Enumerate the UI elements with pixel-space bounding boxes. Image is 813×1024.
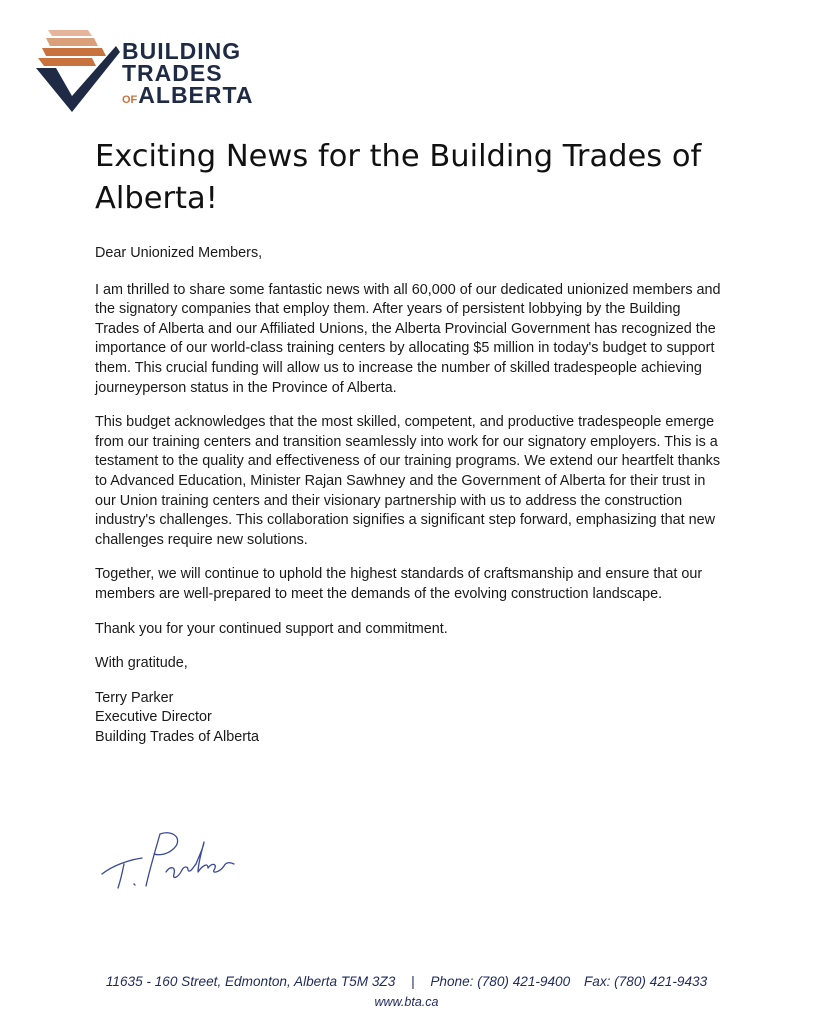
- logo-line-alberta: [122, 84, 253, 111]
- signer-organization: Building Trades of Alberta: [95, 728, 259, 745]
- paragraph-1: I am thrilled to share some fantastic news with all 60,000 of our dedicated unionized members and the signatory companies that employ them. After years of persistent lobbying by the Building Trades of Alberta and our Affiliated Unions, the Alberta Provincial Government has recognized the importance of our world-class training centers by allocating $5 million in today's budget to support them. This crucial funding will allow us to increase the number of skilled tradespeople achieving journeyperson status in the Province of Alberta.: [95, 281, 721, 396]
- logo-wordmark: [122, 40, 253, 111]
- closing: With gratitude,: [95, 655, 188, 672]
- organization-logo: [36, 28, 266, 118]
- footer-contact-line: [0, 974, 813, 989]
- footer-address: 11635 - 160 Street, Edmonton, Alberta T5M 3Z3: [105, 974, 396, 989]
- footer-website[interactable]: www.bta.ca: [374, 995, 439, 1009]
- signer-name: Terry Parker: [95, 689, 174, 706]
- logo-line-alberta-text: ALBERTA: [138, 82, 254, 108]
- salutation: Dear Unionized Members,: [95, 245, 263, 261]
- logo-checkmark-icon: [36, 28, 120, 116]
- footer-fax: Fax: (780) 421-9433: [583, 974, 708, 989]
- handwritten-signature: [100, 828, 240, 896]
- logo-line-building: BUILDING: [122, 38, 242, 64]
- letter-body: [95, 244, 725, 747]
- logo-line-of: OF: [122, 94, 138, 106]
- signer-block: [95, 689, 725, 748]
- paragraph-4: Thank you for your continued support and commitment.: [95, 620, 448, 637]
- paragraph-2: This budget acknowledges that the most skilled, competent, and productive tradespeople emerge from our training centers and transition seamlessly into work for our signatory employers. This is a testament to the quality and effectiveness of our training programs. We extend our heartfelt thanks to Advanced Education, Minister Rajan Sawhney and the Government of Alberta for their trust in our Union training centers and their visionary partnership with us to address the construction industry's challenges. This collaboration signifies a significant step forward, emphasizing that new challenges require new solutions.: [95, 414, 721, 548]
- footer-separator: |: [411, 974, 415, 989]
- signer-title: Executive Director: [95, 709, 212, 726]
- page-title: Exciting News for the Building Trades of Alberta!: [95, 139, 702, 216]
- paragraph-3: Together, we will continue to uphold the highest standards of craftsmanship and ensure that our members are well-prepared to meet the demands of the evolving construction landscape.: [95, 566, 703, 602]
- logo-line-trades: TRADES: [122, 60, 223, 86]
- footer-phone: Phone: (780) 421-9400: [430, 974, 571, 989]
